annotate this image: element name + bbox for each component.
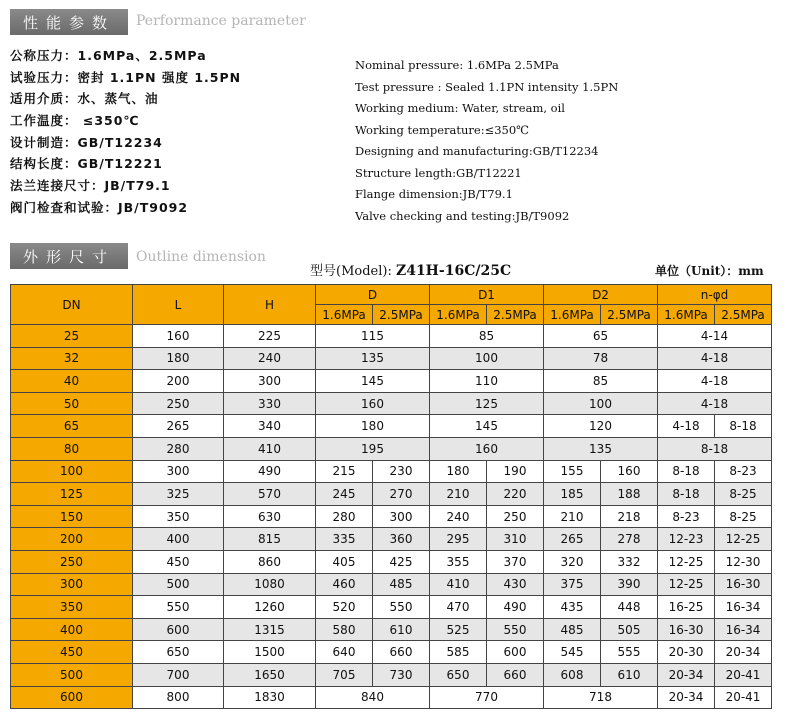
cell-h: 330 — [224, 392, 316, 415]
dimension-table — [10, 284, 772, 709]
cell-nd: 4-18 — [658, 415, 715, 438]
cell-l: 350 — [133, 505, 224, 528]
cell-h: 1830 — [224, 686, 316, 709]
spec-en-test: Test pressure : Sealed 1.1PN intensity 1.5PN — [355, 79, 619, 94]
cell-d: 215 — [316, 460, 373, 483]
cell-nd: 20-30 — [658, 641, 715, 664]
cell-l: 600 — [133, 618, 224, 641]
cell-l: 500 — [133, 573, 224, 596]
cell-d1: 145 — [430, 415, 544, 438]
cell-d2: 210 — [544, 505, 601, 528]
cell-d2: 485 — [544, 618, 601, 641]
cell-d: 115 — [316, 325, 430, 348]
cell-l: 250 — [133, 392, 224, 415]
cell-nd: 16-34 — [715, 596, 772, 619]
spec-en-pressure: Nominal pressure: 1.6MPa 2.5MPa — [355, 58, 559, 72]
spec-cn-medium: 适用介质：水、蒸气、油 — [10, 91, 159, 107]
cell-nd: 4-18 — [658, 347, 772, 370]
header-nd: n-φd — [658, 285, 772, 305]
cell-d: 360 — [373, 528, 430, 551]
cell-d: 300 — [373, 505, 430, 528]
header-pressure: 1.6MPa — [316, 305, 373, 325]
cell-l: 300 — [133, 460, 224, 483]
cell-nd: 8-18 — [658, 483, 715, 506]
cell-d: 405 — [316, 550, 373, 573]
cell-h: 1315 — [224, 618, 316, 641]
table-row — [11, 370, 772, 393]
header-pressure: 2.5MPa — [601, 305, 658, 325]
cell-d: 660 — [373, 641, 430, 664]
specs-chinese — [10, 45, 241, 219]
cell-d1: 600 — [487, 641, 544, 664]
model-label — [310, 260, 511, 279]
table-row — [11, 663, 772, 686]
cell-nd: 20-34 — [658, 663, 715, 686]
cell-nd: 12-25 — [715, 528, 772, 551]
cell-d2: 545 — [544, 641, 601, 664]
cell-d2: 218 — [601, 505, 658, 528]
cell-h: 1500 — [224, 641, 316, 664]
cell-d: 335 — [316, 528, 373, 551]
cell-d1: 660 — [487, 663, 544, 686]
spec-en-design: Designing and manufacturing:GB/T12234 — [355, 144, 599, 158]
cell-l: 180 — [133, 347, 224, 370]
cell-d2: 188 — [601, 483, 658, 506]
cell-dn: 500 — [11, 663, 133, 686]
cell-d: 180 — [316, 415, 430, 438]
cell-dn: 125 — [11, 483, 133, 506]
cell-l: 265 — [133, 415, 224, 438]
table-row — [11, 550, 772, 573]
cell-d1: 410 — [430, 573, 487, 596]
cell-h: 300 — [224, 370, 316, 393]
table-row — [11, 437, 772, 460]
cell-d: 195 — [316, 437, 430, 460]
spec-en-medium: Working medium: Water, stream, oil — [355, 101, 565, 115]
spec-en-temperature: Working temperature:≤350℃ — [355, 122, 530, 137]
section-title-outline: 外形尺寸 — [10, 243, 128, 269]
cell-l: 650 — [133, 641, 224, 664]
cell-h: 860 — [224, 550, 316, 573]
table-row — [11, 483, 772, 506]
cell-d2: 160 — [601, 460, 658, 483]
cell-l: 280 — [133, 437, 224, 460]
cell-l: 200 — [133, 370, 224, 393]
spec-en-testing: Valve checking and testing:JB/T9092 — [355, 208, 570, 223]
cell-d1: 585 — [430, 641, 487, 664]
cell-dn: 100 — [11, 460, 133, 483]
cell-dn: 25 — [11, 325, 133, 348]
cell-nd: 16-25 — [658, 596, 715, 619]
spec-cn-testing: 阀门检查和试验：JB/T9092 — [10, 199, 189, 215]
cell-h: 490 — [224, 460, 316, 483]
header-pressure: 1.6MPa — [658, 305, 715, 325]
cell-nd: 16-34 — [715, 618, 772, 641]
cell-d: 485 — [373, 573, 430, 596]
cell-h: 410 — [224, 437, 316, 460]
cell-d2: 120 — [544, 415, 658, 438]
cell-d2: 610 — [601, 663, 658, 686]
cell-d1: 355 — [430, 550, 487, 573]
cell-d2: 390 — [601, 573, 658, 596]
cell-nd: 4-18 — [658, 392, 772, 415]
cell-nd: 16-30 — [658, 618, 715, 641]
cell-d2: 608 — [544, 663, 601, 686]
spec-en-length: Structure length:GB/T12221 — [355, 165, 522, 180]
cell-h: 1080 — [224, 573, 316, 596]
cell-d2: 65 — [544, 325, 658, 348]
cell-l: 400 — [133, 528, 224, 551]
cell-d: 520 — [316, 596, 373, 619]
cell-d2: 100 — [544, 392, 658, 415]
cell-dn: 65 — [11, 415, 133, 438]
cell-d1: 650 — [430, 663, 487, 686]
cell-d: 270 — [373, 483, 430, 506]
cell-d1: 490 — [487, 596, 544, 619]
cell-d: 640 — [316, 641, 373, 664]
header-d2: D2 — [544, 285, 658, 305]
cell-d2: 435 — [544, 596, 601, 619]
cell-d2: 135 — [544, 437, 658, 460]
cell-d2: 448 — [601, 596, 658, 619]
cell-nd: 8-25 — [715, 505, 772, 528]
cell-d1: 180 — [430, 460, 487, 483]
cell-dn: 32 — [11, 347, 133, 370]
spec-cn-test: 试验压力：密封 1.1PN 强度 1.5PN — [10, 69, 242, 85]
cell-h: 1260 — [224, 596, 316, 619]
cell-d: 160 — [316, 392, 430, 415]
table-row — [11, 573, 772, 596]
cell-l: 700 — [133, 663, 224, 686]
header-d1: D1 — [430, 285, 544, 305]
cell-nd: 8-18 — [715, 415, 772, 438]
cell-l: 325 — [133, 483, 224, 506]
cell-h: 630 — [224, 505, 316, 528]
section-subtitle-performance: Performance parameter — [136, 13, 306, 29]
cell-d: 460 — [316, 573, 373, 596]
cell-d2: 320 — [544, 550, 601, 573]
cell-d2: 332 — [601, 550, 658, 573]
spec-cn-temperature: 工作温度： ≤350℃ — [10, 113, 140, 129]
header-pressure: 1.6MPa — [430, 305, 487, 325]
table-row — [11, 347, 772, 370]
cell-d: 135 — [316, 347, 430, 370]
cell-dn: 50 — [11, 392, 133, 415]
cell-nd: 8-25 — [715, 483, 772, 506]
cell-d2: 265 — [544, 528, 601, 551]
cell-d: 145 — [316, 370, 430, 393]
cell-d1: 310 — [487, 528, 544, 551]
cell-d1: 470 — [430, 596, 487, 619]
cell-l: 550 — [133, 596, 224, 619]
cell-d1: 85 — [430, 325, 544, 348]
section-title-performance: 性能参数 — [10, 9, 128, 35]
cell-l: 450 — [133, 550, 224, 573]
cell-h: 340 — [224, 415, 316, 438]
cell-h: 570 — [224, 483, 316, 506]
header-pressure: 2.5MPa — [487, 305, 544, 325]
cell-nd: 20-34 — [658, 686, 715, 709]
cell-d2: 555 — [601, 641, 658, 664]
table-row — [11, 460, 772, 483]
cell-d1: 525 — [430, 618, 487, 641]
cell-nd: 4-14 — [658, 325, 772, 348]
table-row — [11, 618, 772, 641]
cell-d1: 100 — [430, 347, 544, 370]
cell-dn: 450 — [11, 641, 133, 664]
specs-english — [355, 55, 618, 227]
cell-nd: 12-23 — [658, 528, 715, 551]
cell-d: 730 — [373, 663, 430, 686]
cell-d2: 85 — [544, 370, 658, 393]
spec-cn-length: 结构长度：GB/T12221 — [10, 156, 163, 172]
cell-d: 705 — [316, 663, 373, 686]
cell-d: 280 — [316, 505, 373, 528]
cell-d1: 550 — [487, 618, 544, 641]
table-row — [11, 596, 772, 619]
cell-d1: 250 — [487, 505, 544, 528]
table-row — [11, 325, 772, 348]
cell-dn: 400 — [11, 618, 133, 641]
table-row — [11, 505, 772, 528]
cell-h: 240 — [224, 347, 316, 370]
cell-h: 1650 — [224, 663, 316, 686]
cell-d2: 155 — [544, 460, 601, 483]
cell-d2: 78 — [544, 347, 658, 370]
header-l: L — [133, 285, 224, 325]
cell-d1: 110 — [430, 370, 544, 393]
cell-d: 610 — [373, 618, 430, 641]
cell-dn: 350 — [11, 596, 133, 619]
cell-nd: 20-34 — [715, 641, 772, 664]
spec-cn-pressure: 公称压力：1.6MPa、2.5MPa — [10, 48, 207, 63]
cell-dn: 150 — [11, 505, 133, 528]
cell-nd: 20-41 — [715, 663, 772, 686]
section-subtitle-outline: Outline dimension — [136, 249, 266, 265]
cell-nd: 4-18 — [658, 370, 772, 393]
cell-d1: 220 — [487, 483, 544, 506]
cell-d1: 370 — [487, 550, 544, 573]
header-pressure: 1.6MPa — [544, 305, 601, 325]
cell-d2: 505 — [601, 618, 658, 641]
table-row — [11, 641, 772, 664]
header-pressure: 2.5MPa — [373, 305, 430, 325]
table-row — [11, 686, 772, 709]
cell-dn: 250 — [11, 550, 133, 573]
unit-label: 单位（Unit）：mm — [655, 264, 764, 278]
cell-d: 245 — [316, 483, 373, 506]
spec-cn-design: 设计制造：GB/T12234 — [10, 134, 163, 150]
cell-h: 815 — [224, 528, 316, 551]
cell-nd: 16-30 — [715, 573, 772, 596]
cell-d1: 240 — [430, 505, 487, 528]
model-prefix: 型号(Model): — [310, 264, 392, 279]
cell-h: 225 — [224, 325, 316, 348]
cell-d2: 718 — [544, 686, 658, 709]
cell-d1: 190 — [487, 460, 544, 483]
cell-dn: 600 — [11, 686, 133, 709]
cell-d: 840 — [316, 686, 430, 709]
header-d: D — [316, 285, 430, 305]
cell-nd: 20-41 — [715, 686, 772, 709]
cell-dn: 80 — [11, 437, 133, 460]
cell-d: 425 — [373, 550, 430, 573]
cell-nd: 8-18 — [658, 460, 715, 483]
table-row — [11, 392, 772, 415]
spec-cn-flange: 法兰连接尺寸：JB/T79.1 — [10, 178, 171, 194]
spec-en-flange: Flange dimension:JB/T79.1 — [355, 187, 513, 201]
table-row — [11, 415, 772, 438]
cell-d2: 375 — [544, 573, 601, 596]
cell-d1: 210 — [430, 483, 487, 506]
cell-d2: 278 — [601, 528, 658, 551]
cell-d: 580 — [316, 618, 373, 641]
cell-d2: 185 — [544, 483, 601, 506]
cell-dn: 40 — [11, 370, 133, 393]
cell-dn: 200 — [11, 528, 133, 551]
header-dn: DN — [11, 285, 133, 325]
table-row — [11, 528, 772, 551]
cell-nd: 8-18 — [658, 437, 772, 460]
cell-l: 800 — [133, 686, 224, 709]
header-row — [11, 285, 772, 305]
cell-l: 160 — [133, 325, 224, 348]
header-h: H — [224, 285, 316, 325]
cell-d1: 295 — [430, 528, 487, 551]
cell-nd: 8-23 — [715, 460, 772, 483]
cell-d1: 770 — [430, 686, 544, 709]
cell-d: 550 — [373, 596, 430, 619]
cell-nd: 12-25 — [658, 573, 715, 596]
cell-d: 230 — [373, 460, 430, 483]
header-pressure: 2.5MPa — [715, 305, 772, 325]
cell-d1: 125 — [430, 392, 544, 415]
cell-d1: 160 — [430, 437, 544, 460]
cell-nd: 12-30 — [715, 550, 772, 573]
cell-nd: 12-25 — [658, 550, 715, 573]
model-value: Z41H-16C/25C — [395, 263, 512, 279]
cell-nd: 8-23 — [658, 505, 715, 528]
cell-d1: 430 — [487, 573, 544, 596]
cell-dn: 300 — [11, 573, 133, 596]
